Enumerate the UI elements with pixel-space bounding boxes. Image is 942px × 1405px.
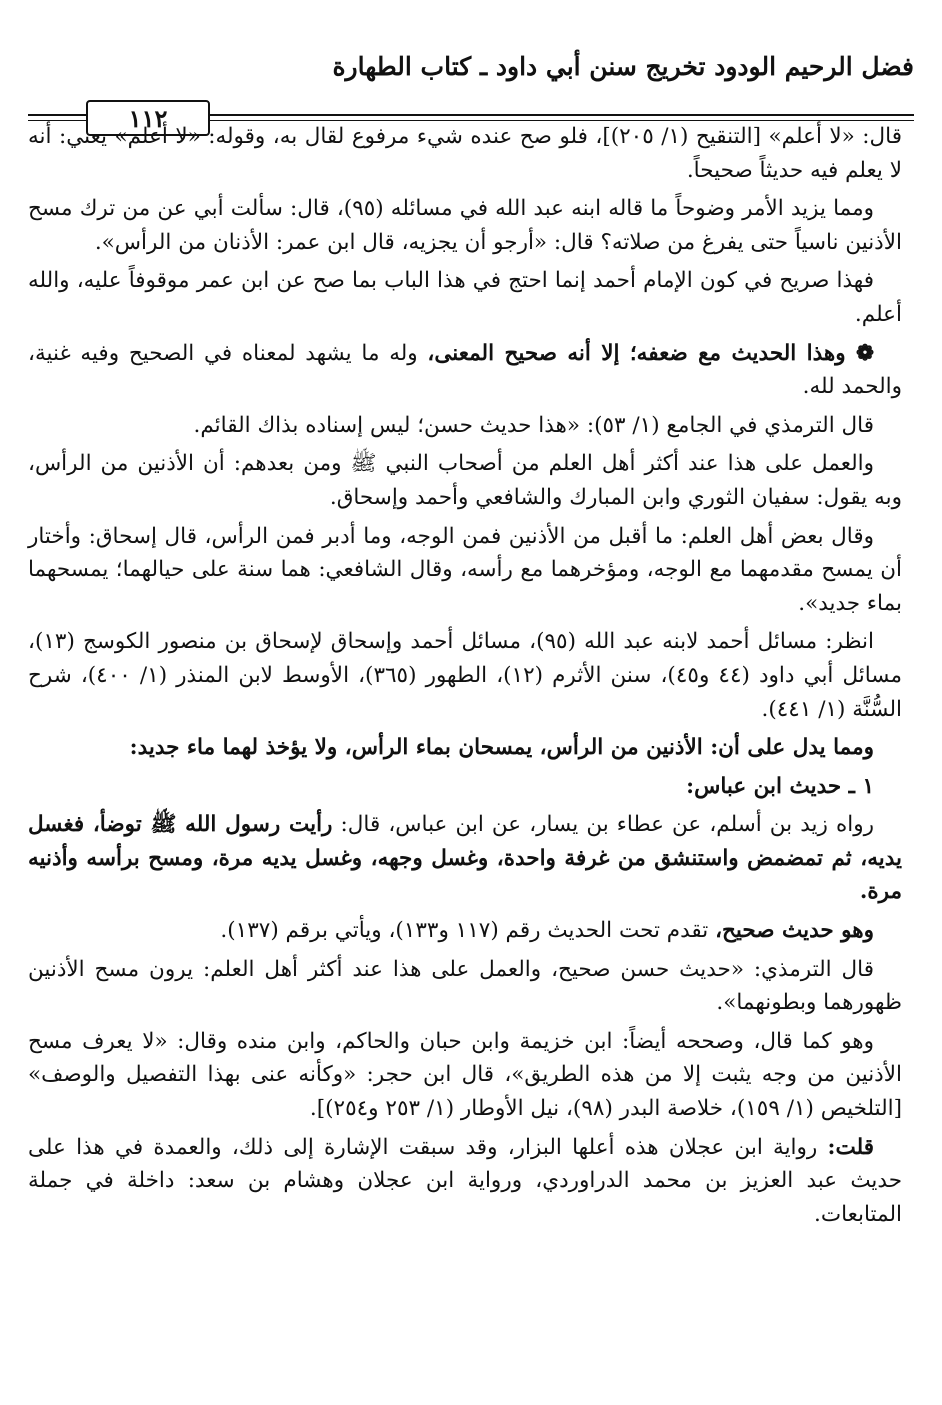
page-header (28, 40, 914, 133)
running-title: فضل الرحيم الودود تخريج سنن أبي داود ـ كتاب الطهارة (332, 52, 914, 81)
text-run: تقدم تحت الحديث رقم (١١٧ و١٣٣)، ويأتي برقم (١٣٧). (220, 918, 716, 944)
paragraph (28, 625, 902, 726)
text-run: فهذا صريح في كون الإمام أحمد إنما احتج في هذا الباب بما صح عن ابن عمر موقوفاً عليه، والله أعلم. (28, 268, 902, 327)
paragraph (28, 264, 902, 331)
bold-text: ١ ـ حديث ابن عباس: (686, 773, 874, 799)
text-run: وهو كما قال، وصححه أيضاً: ابن خزيمة وابن حبان والحاكم، وابن منده وقال: «لا يعرف مسح الأذنين من وجه يثبت إلا من هذه الطريق»، قال ابن حجر: «وكأنه عنى بهذا التفصيل والوصف» [التلخيص (١/ ١٥٩)، خلاصة البدر (٩٨)، نيل الأوطار (١/ ٢٥٣ و٢٥٤)]. (28, 1028, 902, 1122)
paragraph (28, 808, 902, 909)
paragraph (28, 520, 902, 621)
paragraph (28, 770, 902, 804)
bold-text: ❁ وهذا الحديث مع ضعفه؛ إلا أنه صحيح المعنى، (427, 340, 874, 366)
paragraph (28, 1025, 902, 1126)
text-run: قال الترمذي في الجامع (١/ ٥٣): «هذا حديث حسن؛ ليس إسناده بذاك القائم. (193, 412, 874, 438)
text-run: ومما يزيد الأمر وضوحاً ما قاله ابنه عبد الله في مسائله (٩٥)، قال: سألت أبي عن من ترك مسح الأذنين ناسياً حتى يفرغ من صلاته؟ قال: «أرجو أن يجزيه، قال ابن عمر: الأذنان من الرأس». (28, 196, 902, 255)
paragraph (28, 914, 902, 948)
paragraph (28, 120, 902, 187)
paragraph (28, 337, 902, 404)
text-run: رواية ابن عجلان هذه أعلها البزار، وقد سبقت الإشارة إلى ذلك، والعمدة في هذا على حديث عبد العزيز بن محمد الدراوردي، ورواية ابن عجلان وهشام بن سعد: داخلة في جملة المتابعات. (28, 1134, 902, 1227)
text-run: وله ما يشهد لمعناه في الصحيح وفيه غنية، والحمد لله. (28, 340, 902, 400)
paragraph (28, 1131, 902, 1232)
paragraph (28, 447, 902, 514)
paragraph (28, 731, 902, 765)
paragraph (28, 953, 902, 1020)
paragraph (28, 409, 902, 443)
bold-text: ومما يدل على أن: الأذنين من الرأس، يمسحان بماء الرأس، ولا يؤخذ لهما ماء جديد: (129, 735, 874, 761)
text-run: والعمل على هذا عند أكثر أهل العلم من أصحاب النبي ﷺ ومن بعدهم: أن الأذنين من الرأس، وبه يقول: سفيان الثوري وابن المبارك والشافعي وأحمد وإسحاق. (28, 451, 902, 510)
bold-text: قلت: (827, 1134, 874, 1160)
paragraph (28, 192, 902, 259)
text-run: رواه زيد بن أسلم، عن عطاء بن يسار، عن ابن عباس، قال: (332, 812, 874, 838)
text-run: انظر: مسائل أحمد لابنه عبد الله (٩٥)، مسائل أحمد وإسحاق لإسحاق بن منصور الكوسج (١٣)، مسائل أبي داود (٤٤ و٤٥)، سنن الأثرم (١٢)، الطهور (٣٦٥)، الأوسط لابن المنذر (١/ ٤٠٠)، شرح السُّنَّة (١/ ٤٤١). (28, 629, 902, 722)
text-run: قال الترمذي: «حديث حسن صحيح، والعمل على هذا عند أكثر أهل العلم: يرون مسح الأذنين ظهورهما وبطونهما». (28, 956, 902, 1016)
text-run: وقال بعض أهل العلم: ما أقبل من الأذنين فمن الوجه، وما أدبر فمن الرأس، قال إسحاق: وأختار أن يمسح مقدمهما مع الوجه، ومؤخرهما مع رأسه، وقال الشافعي: هما سنة على حيالهما؛ يمسحهما بماء جديد». (28, 523, 902, 616)
bold-text: وهو حديث صحيح، (715, 918, 874, 944)
bold-text: رأيت رسول الله ﷺ توضأ، فغسل يديه، ثم تمضمض واستنشق من غرفة واحدة، وغسل وجهه، وغسل يديه مرة، ومسح برأسه وأذنيه مرة. (28, 812, 902, 905)
page-body (28, 120, 902, 1236)
text-run: قال: «لا أعلم» [التنقيح (١/ ٢٠٥)]، فلو صح عنده شيء مرفوع لقال به، وقوله: «لا أعلم» يعني: أنه لا يعلم فيه حديثاً صحيحاً. (28, 124, 902, 183)
page-number: ١١٢ (86, 100, 210, 136)
